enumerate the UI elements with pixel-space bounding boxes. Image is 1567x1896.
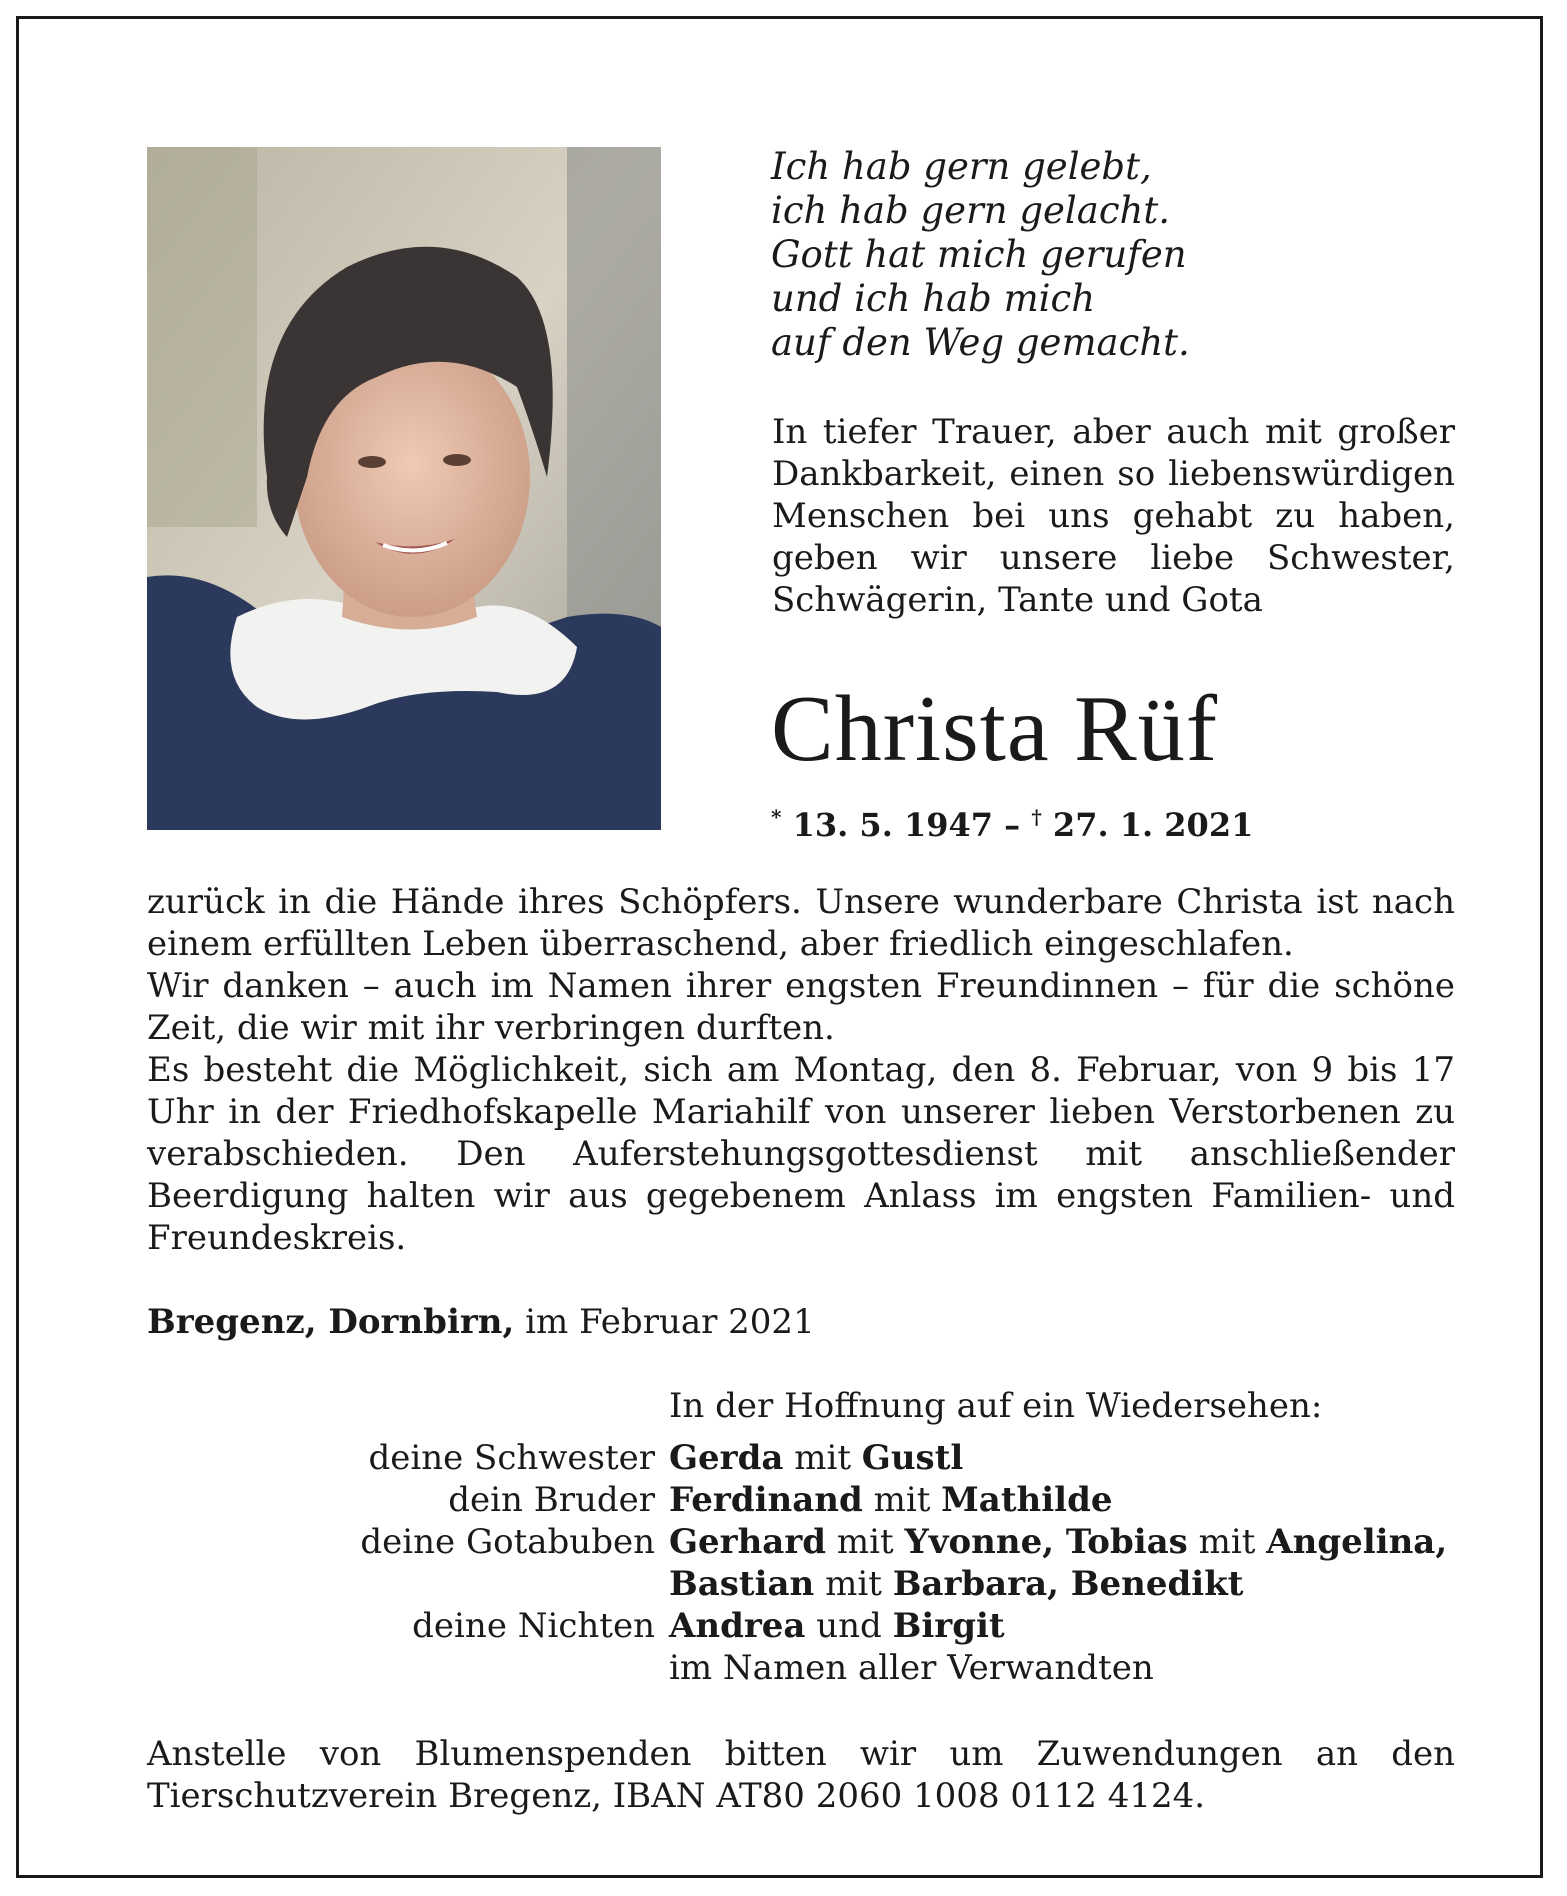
relative-names	[669, 1479, 1113, 1521]
body-text	[147, 881, 1455, 1259]
birth-date: 13. 5. 1947	[792, 806, 994, 844]
poem-line: Ich hab gern gelebt,	[771, 145, 1152, 188]
relative-name: Andrea	[669, 1606, 806, 1646]
relative-names	[669, 1437, 963, 1479]
poem-line: und ich hab mich	[771, 277, 1096, 320]
relative-label	[147, 1647, 669, 1689]
relative-row	[147, 1521, 1477, 1563]
death-date: 27. 1. 2021	[1052, 806, 1254, 844]
poem-line: ich hab gern gelacht.	[771, 189, 1170, 232]
relative-name: Barbara, Benedikt	[892, 1564, 1244, 1604]
relative-names	[669, 1647, 1154, 1689]
poem-line: auf den Weg gemacht.	[771, 321, 1190, 364]
relative-name: Birgit	[892, 1606, 1005, 1646]
life-dates	[771, 797, 1253, 845]
place-date: im Februar 2021	[514, 1302, 815, 1342]
relative-name: Gustl	[861, 1438, 964, 1478]
relative-row	[147, 1605, 1477, 1647]
relative-row	[147, 1647, 1477, 1689]
relative-label: deine Schwester	[368, 1438, 655, 1478]
body-paragraph: Wir danken – auch im Namen ihrer engsten Freundinnen – für die schöne Zeit, die wir mit ihr verbringen durften.	[147, 966, 1455, 1048]
hope-line: In der Hoffnung auf ein Wiedersehen:	[669, 1386, 1323, 1426]
intro-paragraph: In tiefer Trauer, aber auch mit großer Dankbarkeit, einen so liebenswürdigen Menschen bei uns gehabt zu haben, geben wir unsere liebe Schwester, Schwägerin, Tante und Gota	[772, 412, 1455, 620]
relative-connector: mit	[862, 1480, 942, 1520]
deceased-name: Christa Rüf	[771, 677, 1219, 781]
relative-label: dein Bruder	[448, 1480, 655, 1520]
death-symbol: †	[1031, 805, 1042, 829]
poem-line: Gott hat mich gerufen	[771, 233, 1187, 276]
relative-names	[669, 1563, 1243, 1605]
relative-name: Yvonne, Tobias	[904, 1522, 1188, 1562]
obituary-frame	[16, 16, 1543, 1878]
relative-name: Gerhard	[669, 1522, 827, 1562]
donation-note: Anstelle von Blumenspenden bitten wir um Zuwendungen an den Tierschutzverein Bregenz, IBAN AT80 2060 1008 0112 4124.	[147, 1734, 1455, 1816]
portrait-photo	[147, 147, 661, 830]
relative-name: Mathilde	[941, 1480, 1113, 1520]
relative-row	[147, 1479, 1477, 1521]
body-paragraph: Es besteht die Möglichkeit, sich am Montag, den 8. Februar, von 9 bis 17 Uhr in der Friedhofskapelle Mariahilf von unserer lieben Verstorbenen zu verabschieden. Den Auferstehungsgottesdienst mit anschließender Beerdigung halten wir aus gegebenem Anlass im engsten Familien- und Freundeskreis.	[147, 1050, 1455, 1258]
relative-name: Ferdinand	[669, 1480, 863, 1520]
relatives-list	[147, 1437, 1477, 1689]
birth-symbol: *	[771, 805, 782, 829]
relative-connector: mit	[1187, 1522, 1267, 1562]
portrait-illustration	[147, 147, 661, 830]
relative-names	[669, 1605, 1005, 1647]
relative-connector: im Namen aller Verwandten	[669, 1648, 1154, 1688]
relative-connector: und	[805, 1606, 893, 1646]
relative-label	[147, 1563, 669, 1605]
place-date-line	[147, 1301, 815, 1343]
relative-label: deine Nichten	[412, 1606, 655, 1646]
relative-name: Gerda	[669, 1438, 784, 1478]
relative-connector: mit	[783, 1438, 862, 1478]
body-paragraph: zurück in die Hände ihres Schöpfers. Unsere wunderbare Christa ist nach einem erfüllten Leben überraschend, aber friedlich eingeschlafen.	[147, 882, 1455, 964]
relative-row	[147, 1437, 1477, 1479]
relative-connector: mit	[814, 1564, 893, 1604]
date-separator: –	[993, 806, 1032, 844]
place-cities: Bregenz, Dornbirn,	[147, 1302, 515, 1342]
relative-row	[147, 1563, 1477, 1605]
relative-name: Angelina,	[1266, 1522, 1448, 1562]
relative-names	[669, 1521, 1447, 1563]
poem	[771, 145, 1471, 365]
relative-label: deine Gotabuben	[360, 1522, 655, 1562]
relative-connector: mit	[826, 1522, 905, 1562]
relative-name: Bastian	[669, 1564, 815, 1604]
